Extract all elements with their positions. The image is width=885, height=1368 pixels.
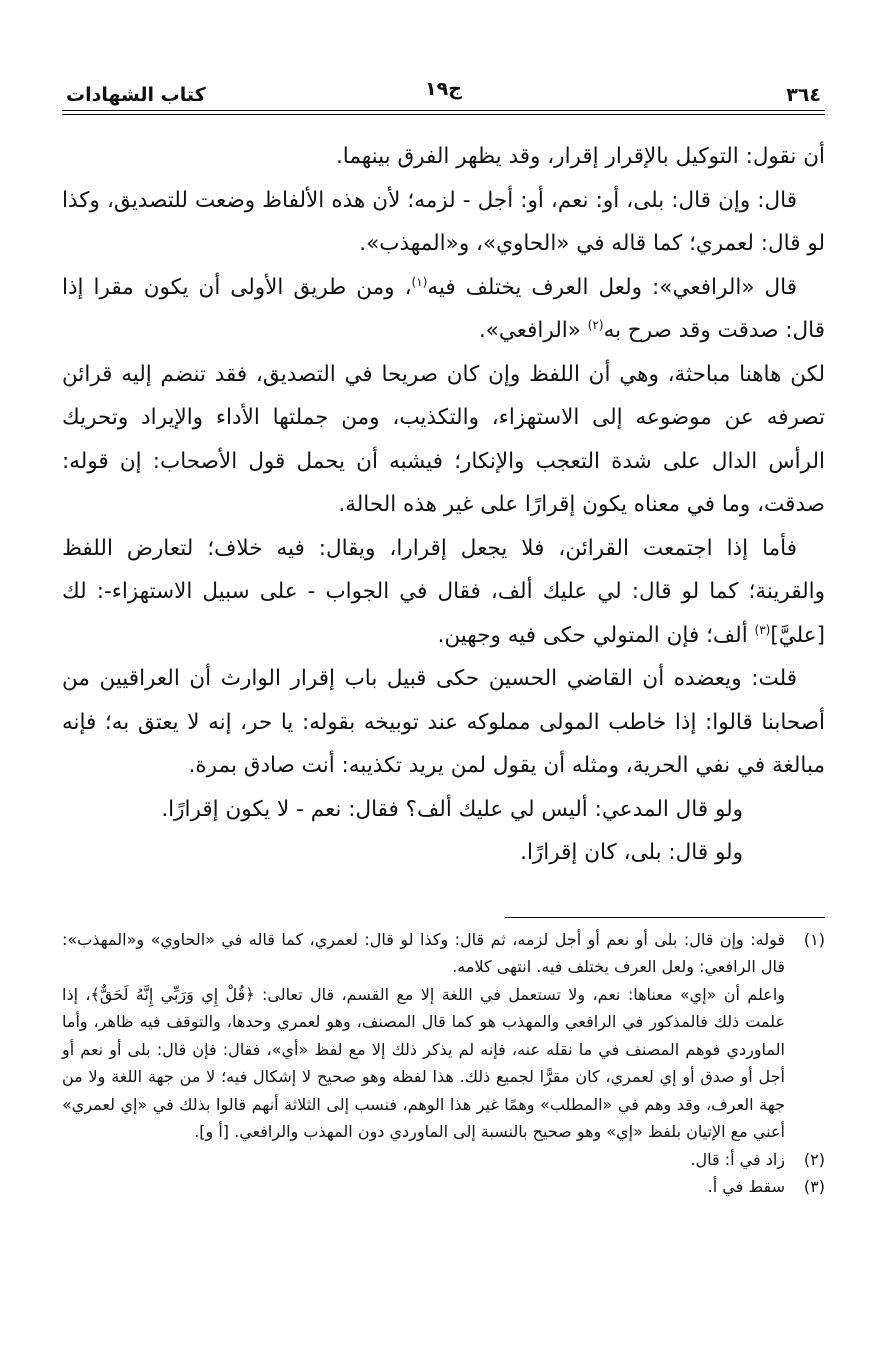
header-rule	[62, 110, 825, 115]
paragraph-text: ألف؛ فإن المتولي حكى فيه وجهين.	[437, 622, 755, 648]
paragraph	[62, 527, 825, 658]
footnote-separator	[505, 917, 825, 918]
paragraph-text: «الرافعي».	[478, 318, 588, 343]
footnote-text: واعلم أن «إي» معناها: نعم، ولا تستعمل في اللغة إلا مع القسم، قال تعالى: ﴿قُلْ إِي وَرَبِّي إِنَّهُ لَحَقٌّ﴾، إذا علمت ذلك فالمذكور في الرافعي والمهذب هو كما قال المصنف، وهو لعمري وحدها، والتوقف فيه ظاهر، وأما الماوردي فوهم المصنف في ما نقله عنه، فإنه لم يذكر ذلك إلا مع لفظ «أي»، فقال: فإن قال: بلى أو نعم أو أجل أو صدق أو إي لعمري، كان مقرًّا لجميع ذلك. هذا لفظه وهو صحيح لا إشكال فيه؛ لا من جهة اللغة ولا من جهة العرف، وقد وهم في «المطلب» وهمًا غير هذا الوهم، فنسب إلى الثلاثة أنهم قالوا بذلك في «إي لعمري» أعني مع الإتيان بلفظ «إي» وهو صحيح بالنسبة إلى الماوردي دون المهذب والرافعي. [أ و].	[62, 984, 785, 1141]
paragraph-text: لكن هاهنا مباحثة، وهي أن اللفظ وإن كان صريحا في التصديق، فقد تنضم إليه قرائن تصرفه عن موضوعه إلى الاستهزاء، والتكذيب، ومن جملتها الأداء والإيراد وتحريك الرأس الدال على شدة التعجب والإنكار؛ فيشبه أن يحمل قول الأصحاب: إن قوله: صدقت، وما في معناه يكون إقرارًا على غير هذه الحالة.	[62, 361, 825, 517]
footnote-text: قوله: وإن قال: بلى أو نعم أو أجل لزمه، ثم قال: وكذا لو قال: لعمري، كما قاله في «الحاوي» و«المهذب»: قال الرافعي: ولعل العرف يختلف فيه. انتهى كلامه.	[62, 929, 785, 976]
paragraph	[62, 135, 825, 179]
footnote-2	[62, 1146, 825, 1174]
document-page	[62, 70, 825, 1201]
paragraph	[62, 831, 825, 875]
paragraph-text: ولو قال: بلى، كان إقرارًا.	[520, 840, 743, 865]
running-header	[62, 70, 825, 106]
footnote-1	[62, 926, 825, 1146]
paragraph	[62, 266, 825, 353]
footnote-ref[interactable]: (١)	[411, 274, 428, 289]
paragraph	[62, 179, 825, 266]
volume-label: ج١٩	[425, 78, 462, 100]
paragraph-text: فأما إذا اجتمعت القرائن، فلا يجعل إقرارا، ويقال: فيه خلاف؛ لتعارض اللفظ والقرينة؛ كما لو قال: لي عليك ألف، فقال في الجواب - على سبيل الاستهزاء-: لك [عليَّ]	[62, 535, 825, 648]
footnote-number: (٢)	[803, 1149, 825, 1169]
paragraph-text: قلت: ويعضده أن القاضي الحسين حكى قبيل باب إقرار الوارث أن العراقيين من أصحابنا قالوا: إذا خاطب المولى مملوكه عند توبيخه بقوله: يا حر، إنه لا يعتق به؛ فإنه مبالغة في نفي الحرية، ومثله أن يقول لمن يريد تكذيبه: أنت صادق بمرة.	[62, 666, 825, 778]
page-number: ٣٦٤	[786, 84, 821, 106]
paragraph-text: قال «الرافعي»: ولعل العرف يختلف فيه	[427, 274, 797, 300]
paragraph-text: ، ومن طريق الأولى أن يكون مقرا إذا قال: صدقت وقد صرح به	[62, 274, 825, 343]
paragraph-text: أن نقول: التوكيل بالإقرار إقرار، وقد يظهر الفرق بينهما.	[335, 144, 825, 169]
paragraph-text: قال: وإن قال: بلى، أو: نعم، أو: أجل - لزمه؛ لأن هذه الألفاظ وضعت للتصديق، وكذا لو قال: لعمري؛ كما قاله في «الحاوي»، و«المهذب».	[62, 187, 825, 256]
paragraph	[62, 788, 825, 832]
footnote-number: (٣)	[803, 1177, 825, 1196]
paragraph	[62, 353, 825, 527]
footnotes	[62, 926, 825, 1201]
footnote-text: سقط في أ.	[707, 1177, 785, 1196]
paragraph-text: ولو قال المدعي: أليس لي عليك ألف؟ فقال: نعم - لا يكون إقرارًا.	[161, 796, 743, 822]
footnote-text: زاد في أ: قال.	[690, 1149, 785, 1169]
footnote-3	[62, 1173, 825, 1201]
main-text	[62, 135, 825, 875]
paragraph	[62, 657, 825, 788]
footnote-ref[interactable]: (٣)	[754, 622, 771, 637]
footnote-number: (١)	[803, 929, 825, 949]
footnote-ref[interactable]: (٢)	[587, 317, 604, 332]
book-title: كتاب الشهادات	[66, 84, 206, 106]
